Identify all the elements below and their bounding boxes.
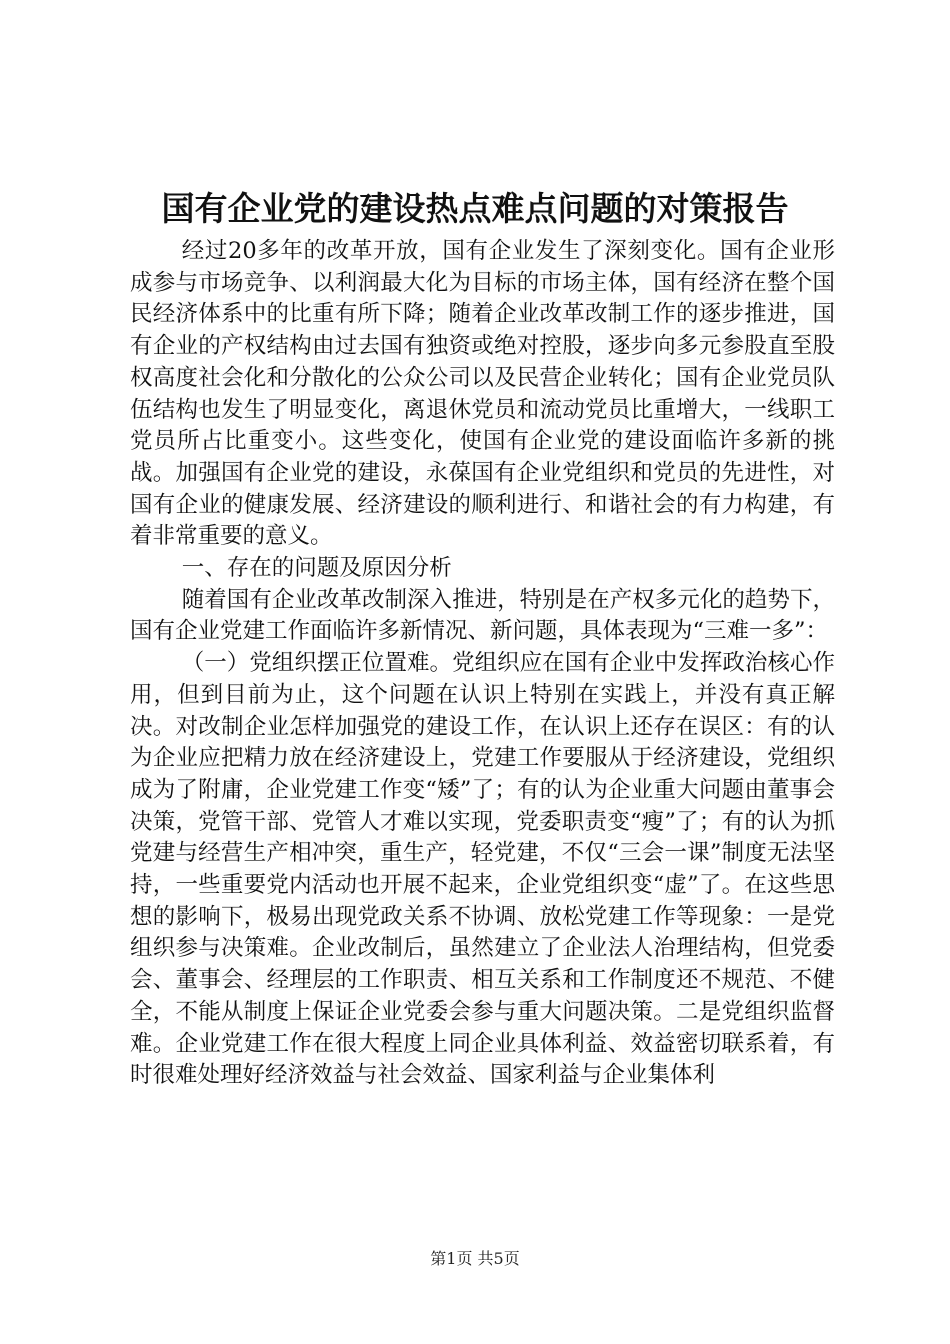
paragraph-overview: 随着国有企业改革改制深入推进，特别是在产权多元化的趋势下，国有企业党建工作面临许多新情况、新问题，具体表现为“三难一多”： [130,586,835,645]
paragraph-intro: 经过20多年的改革开放，国有企业发生了深刻变化。国有企业形成参与市场竞争、以利润最大化为目标的市场主体，国有经济在整个国民经济体系中的比重有所下降；随着企业改革改制工作的逐步推进，国有企业的产权结构由过去国有独资或绝对控股，逐步向多元参股直至股权高度社会化和分散化的公众公司以及民营企业转化；国有企业党员队伍结构也发生了明显变化，离退休党员和流动党员比重增大，一线职工党员所占比重变小。这些变化，使国有企业党的建设面临许多新的挑战。加强国有企业党的建设，永葆国有企业党组织和党员的先进性，对国有企业的健康发展、经济建设的顺利进行、和谐社会的有力构建，有着非常重要的意义。 [130,238,835,550]
paragraph-subsection-1: （一）党组织摆正位置难。党组织应在国有企业中发挥政治核心作用，但到目前为止，这个问题在认识上特别在实践上，并没有真正解决。对改制企业怎样加强党的建设工作，在认识上还存在误区：有的认为企业应把精力放在经济建设上，党建工作要服从于经济建设，党组织成为了附庸，企业党建工作变“矮”了；有的认为企业重大问题由董事会决策，党管干部、党管人才难以实现，党委职责变“瘦”了；有的认为抓党建与经营生产相冲突，重生产，轻党建，不仅“三会一课”制度无法坚持，一些重要党内活动也开展不起来，企业党组织变“虚”了。在这些思想的影响下，极易出现党政关系不协调、放松党建工作等现象：一是党组织参与决策难。企业改制后，虽然建立了企业法人治理结构，但党委会、董事会、经理层的工作职责、相互关系和工作制度还不规范、不健全，不能从制度上保证企业党委会参与重大问题决策。二是党组织监督难。企业党建工作在很大程度上同企业具体利益、效益密切联系着，有时很难处理好经济效益与社会效益、国家利益与企业集体利 [130,650,835,1089]
document-title: 国有企业党的建设热点难点问题的对策报告 [161,189,789,228]
document-body [130,236,835,1092]
page-footer: 第1页 共5页 [430,1249,520,1268]
section-heading: 一、存在的问题及原因分析 [181,555,452,582]
